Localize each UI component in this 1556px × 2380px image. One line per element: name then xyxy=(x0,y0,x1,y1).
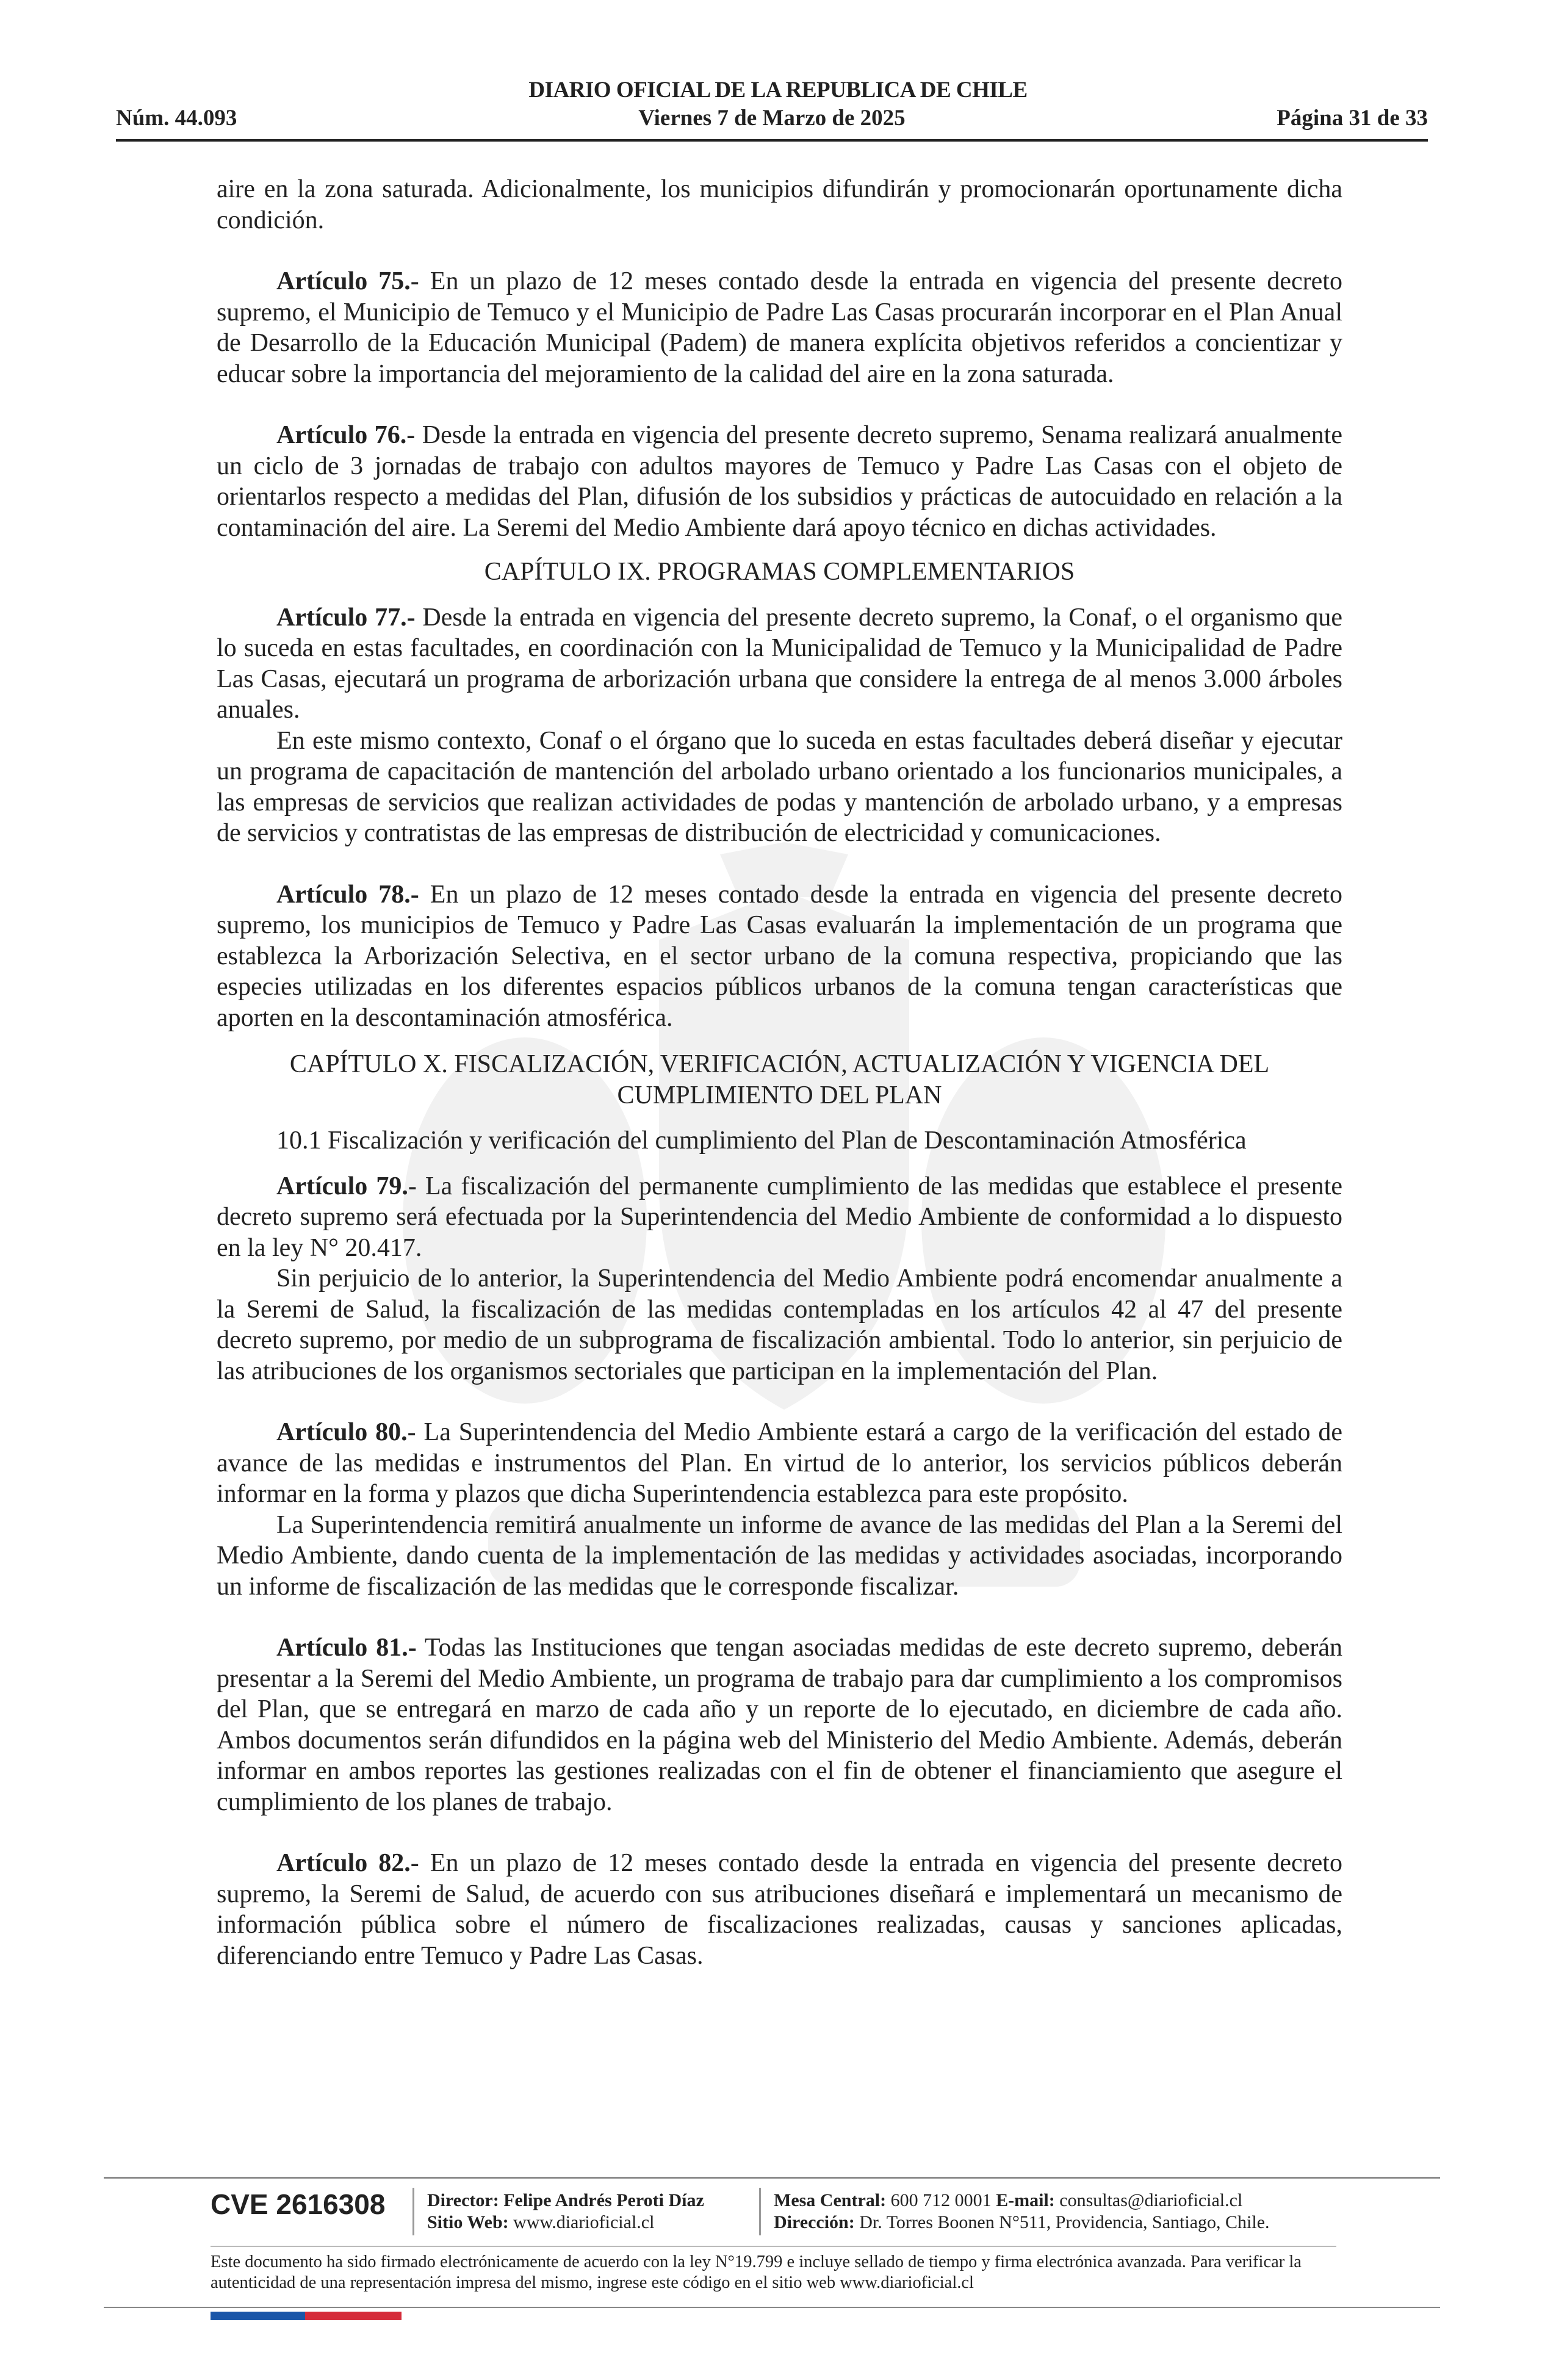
website-label: Sitio Web: xyxy=(427,2212,509,2232)
mesa-central-label: Mesa Central: xyxy=(774,2190,887,2210)
email-label: E-mail: xyxy=(996,2190,1055,2210)
footer-divider-middle xyxy=(211,2246,1336,2247)
article-76-text: Desde la entrada en vigencia del presente decreto supremo, Senama realizará anualmente un ciclo de 3 jornadas de trabajo con adultos mayores de Temuco y Padre Las Casas con el objeto de orientarlos respecto a medidas del Plan, difusión de los subsidios y prácticas de autocuidado en relación a la contaminación del aire. La Seremi del Medio Ambiente dará apoyo técnico en dichas actividades. xyxy=(217,421,1342,542)
document-body xyxy=(217,174,1342,1971)
article-77-title: Artículo 77.- xyxy=(276,603,416,632)
section-10-1-heading: 10.1 Fiscalización y verificación del cumplimiento del Plan de Descontaminación Atmosférica xyxy=(276,1127,1247,1155)
article-81-title: Artículo 81.- xyxy=(276,1634,417,1662)
flag-stripe-blue xyxy=(211,2312,305,2320)
article-81-text: Todas las Instituciones que tengan asociadas medidas de este decreto supremo, deberán presentar a la Seremi del Medio Ambiente, un programa de trabajo para dar cumplimiento a los compromisos del Plan, que se entregará en marzo de cada año y un reporte de lo ejecutado, en diciembre de cada año. Ambos documentos serán difundidos en la página web del Ministerio del Medio Ambiente. Además, deberán informar en ambos reportes las gestiones realizadas con el fin de obtener el financiamiento que asegure el cumplimiento de los planes de trabajo. xyxy=(217,1634,1342,1816)
issue-number: Núm. 44.093 xyxy=(116,106,237,131)
address-label: Dirección: xyxy=(774,2212,855,2232)
director-name: Felipe Andrés Peroti Díaz xyxy=(499,2190,704,2210)
director-label: Director: xyxy=(427,2190,499,2210)
footer-director-block xyxy=(427,2190,704,2234)
article-79 xyxy=(217,1171,1342,1264)
article-79-paragraph-2: Sin perjuicio de lo anterior, la Superintendencia del Medio Ambiente podrá encomendar anualmente a la Seremi de Salud, la fiscalización de las medidas contempladas en los artículos 42 al 47 del presente decreto supremo, por medio de un subprograma de fiscalización ambiental. Todo lo anterior, sin perjuicio de las atribuciones de los organismos sectoriales que participan en la implementación del Plan. xyxy=(217,1264,1342,1385)
flag-stripe-red xyxy=(305,2312,402,2320)
article-82-text: En un plazo de 12 meses contado desde la entrada en vigencia del presente decreto supremo, la Seremi de Salud, de acuerdo con sus atribuciones diseñará e implementará un mecanismo de información pública sobre el número de fiscalizaciones realizadas, causas y sanciones aplicadas, diferenciando entre Temuco y Padre Las Casas. xyxy=(217,1849,1342,1970)
article-80-text: La Superintendencia del Medio Ambiente estará a cargo de la verificación del estado de avance de las medidas e instrumentos del Plan. En virtud de lo anterior, los servicios públicos deberán informar en la forma y plazos que dicha Superintendencia establezca para este propósito. xyxy=(217,1418,1342,1508)
article-77 xyxy=(217,602,1342,726)
footer-separator xyxy=(759,2188,761,2235)
address-value: Dr. Torres Boonen N°511, Providencia, Santiago, Chile. xyxy=(854,2212,1270,2232)
electronic-signature-note: Este documento ha sido firmado electrónicamente de acuerdo con la ley N°19.799 e incluye sellado de tiempo y firma electrónica avanzada. Para verificar la autenticidad de una representación impresa del mismo, ingrese este código en el sitio web www.diarioficial.cl xyxy=(211,2252,1302,2292)
paragraph-continuation: aire en la zona saturada. Adicionalmente, los municipios difundirán y promocionarán oportunamente dicha condición. xyxy=(217,175,1342,234)
article-79-title: Artículo 79.- xyxy=(276,1172,417,1200)
website-link[interactable]: www.diarioficial.cl xyxy=(508,2212,655,2232)
article-80-paragraph-2: La Superintendencia remitirá anualmente un informe de avance de las medidas del Plan a la Seremi del Medio Ambiente, dando cuenta de la implementación de las medidas y actividades asociadas, incorporando un informe de fiscalización de las medidas que le corresponde fiscalizar. xyxy=(217,1510,1342,1601)
cve-code: CVE 2616308 xyxy=(211,2188,386,2220)
article-78-text: En un plazo de 12 meses contado desde la entrada en vigencia del presente decreto supremo, los municipios de Temuco y Padre Las Casas evaluarán la implementación de un programa que establezca la Arborización Selectiva, en el sector urbano de la comuna respectiva, propiciando que las especies utilizadas en los diferentes espacios públicos urbanos de la comuna tengan características que aporten en la descontaminación atmosférica. xyxy=(217,880,1342,1032)
article-80-title: Artículo 80.- xyxy=(276,1418,416,1446)
article-77-paragraph-2: En este mismo contexto, Conaf o el órgano que lo suceda en estas facultades deberá diseñar y ejecutar un programa de capacitación de mantención del arbolado urbano orientado a los funcionarios municipales, a las empresas de servicios que realizan actividades de podas y mantención de arbolado urbano, y a empresas de servicios y contratistas de las empresas de distribución de electricidad y comunicaciones. xyxy=(217,726,1342,847)
article-80 xyxy=(217,1417,1342,1510)
article-79-text: La fiscalización del permanente cumplimiento de las medidas que establece el presente decreto supremo será efectuada por la Superintendencia del Medio Ambiente de conformidad a lo dispuesto en la ley N° 20.417. xyxy=(217,1172,1342,1262)
article-82-title: Artículo 82.- xyxy=(276,1849,419,1877)
mesa-central-phone: 600 712 0001 xyxy=(886,2190,996,2210)
article-75-title: Artículo 75.- xyxy=(276,267,419,295)
email-link[interactable]: consultas@diarioficial.cl xyxy=(1054,2190,1243,2210)
issue-date: Viernes 7 de Marzo de 2025 xyxy=(638,106,906,131)
publication-title: DIARIO OFICIAL DE LA REPUBLICA DE CHILE xyxy=(528,78,1028,103)
article-78 xyxy=(217,879,1342,1034)
article-75-text: En un plazo de 12 meses contado desde la entrada en vigencia del presente decreto supremo, el Municipio de Temuco y el Municipio de Padre Las Casas procurarán incorporar en el Plan Anual de Desarrollo de la Educación Municipal (Padem) de manera explícita objetivos referidos a concientizar y educar sobre la importancia del mejoramiento de la calidad del aire en la zona saturada. xyxy=(217,267,1342,388)
chapter-9-heading: CAPÍTULO IX. PROGRAMAS COMPLEMENTARIOS xyxy=(484,558,1075,586)
header-divider xyxy=(116,139,1428,142)
chapter-10-heading: CAPÍTULO X. FISCALIZACIÓN, VERIFICACIÓN, ACTUALIZACIÓN Y VIGENCIA DEL CUMPLIMIENTO DEL PLAN xyxy=(289,1050,1270,1109)
article-76 xyxy=(217,420,1342,543)
footer-contact-block xyxy=(774,2190,1270,2234)
page-number: Página 31 de 33 xyxy=(1277,106,1428,131)
footer-divider-top xyxy=(104,2177,1440,2179)
article-82 xyxy=(217,1848,1342,1971)
article-77-text: Desde la entrada en vigencia del presente decreto supremo, la Conaf, o el organismo que lo suceda en estas facultades, en coordinación con la Municipalidad de Temuco y la Municipalidad de Padre Las Casas, ejecutará un programa de arborización urbana que considere la entrega de al menos 3.000 árboles anuales. xyxy=(217,603,1342,724)
header-row xyxy=(116,105,1428,135)
article-78-title: Artículo 78.- xyxy=(276,880,419,909)
article-75 xyxy=(217,266,1342,389)
footer-separator xyxy=(412,2188,414,2235)
article-81 xyxy=(217,1632,1342,1817)
article-76-title: Artículo 76.- xyxy=(276,421,416,449)
footer-divider-bottom xyxy=(104,2307,1440,2308)
